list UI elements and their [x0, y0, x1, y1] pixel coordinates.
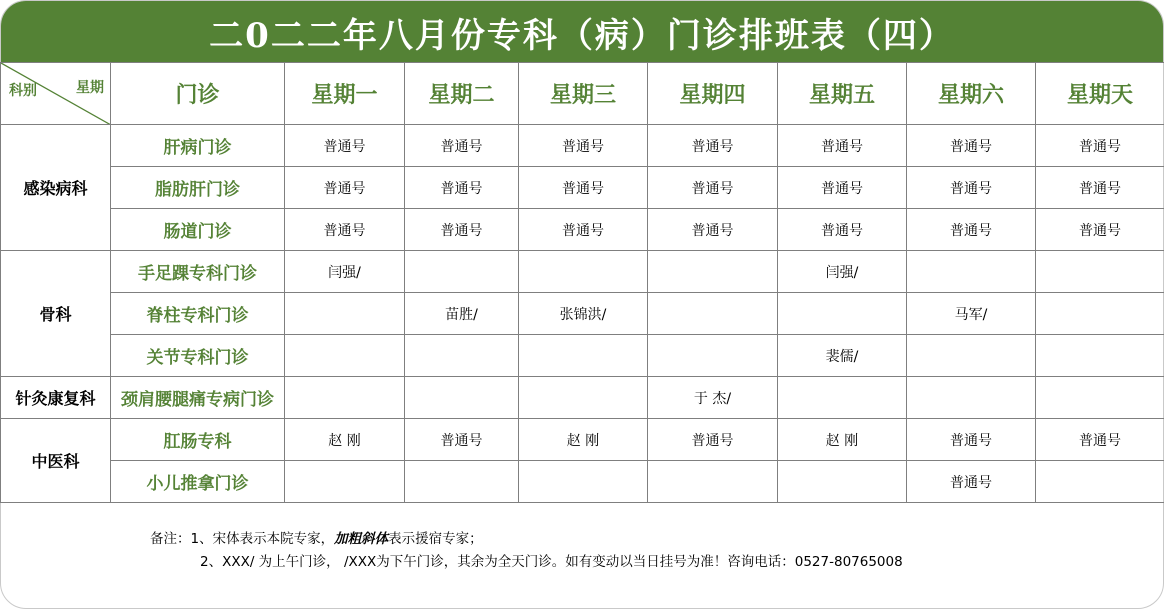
footnote-line-1	[150, 528, 903, 551]
clinic-name-cell: 脂肪肝门诊	[111, 167, 285, 209]
schedule-cell: 普通号	[405, 419, 519, 461]
schedule-cell: 普通号	[648, 419, 778, 461]
schedule-cell	[648, 335, 778, 377]
schedule-cell: 普通号	[285, 209, 405, 251]
schedule-cell	[519, 251, 648, 293]
schedule-cell	[648, 293, 778, 335]
day-header-fri: 星期五	[778, 63, 907, 125]
schedule-cell	[285, 335, 405, 377]
corner-dept-label: 科别	[9, 83, 37, 99]
schedule-cell: 普通号	[1036, 167, 1164, 209]
department-cell: 感染病科	[1, 125, 111, 251]
table-row	[1, 125, 1164, 167]
schedule-cell: 普通号	[907, 209, 1036, 251]
footnote-1-emphasis: 加粗斜体	[334, 531, 389, 547]
schedule-cell	[519, 461, 648, 503]
schedule-cell: 普通号	[778, 125, 907, 167]
table-row	[1, 377, 1164, 419]
schedule-cell	[907, 335, 1036, 377]
day-header-wed: 星期三	[519, 63, 648, 125]
schedule-cell: 赵 刚	[519, 419, 648, 461]
schedule-cell	[778, 461, 907, 503]
clinic-name-cell: 颈肩腰腿痛专病门诊	[111, 377, 285, 419]
table-row	[1, 293, 1164, 335]
clinic-column-header: 门诊	[111, 63, 285, 125]
table-row	[1, 209, 1164, 251]
schedule-cell: 普通号	[648, 167, 778, 209]
clinic-name-cell: 关节专科门诊	[111, 335, 285, 377]
schedule-cell: 张锦洪/	[519, 293, 648, 335]
schedule-cell: 苗胜/	[405, 293, 519, 335]
department-cell: 针灸康复科	[1, 377, 111, 419]
clinic-name-cell: 肠道门诊	[111, 209, 285, 251]
schedule-cell: 普通号	[778, 167, 907, 209]
schedule-cell	[778, 293, 907, 335]
schedule-cell	[519, 377, 648, 419]
corner-header	[1, 63, 111, 125]
footnotes	[150, 528, 903, 574]
schedule-cell	[405, 461, 519, 503]
schedule-cell	[285, 293, 405, 335]
schedule-cell: 普通号	[907, 125, 1036, 167]
table-row	[1, 167, 1164, 209]
schedule-cell: 普通号	[405, 209, 519, 251]
schedule-cell: 普通号	[285, 167, 405, 209]
day-header-sun: 星期天	[1036, 63, 1164, 125]
page-title-banner	[1, 1, 1163, 63]
schedule-cell: 普通号	[648, 125, 778, 167]
schedule-cell	[1036, 461, 1164, 503]
schedule-cell	[519, 335, 648, 377]
schedule-cell	[1036, 293, 1164, 335]
header-row	[1, 63, 1164, 125]
day-header-tue: 星期二	[405, 63, 519, 125]
schedule-cell	[1036, 251, 1164, 293]
table-row	[1, 335, 1164, 377]
schedule-cell: 赵 刚	[778, 419, 907, 461]
clinic-name-cell: 手足踝专科门诊	[111, 251, 285, 293]
clinic-name-cell: 肝病门诊	[111, 125, 285, 167]
footnote-1-prefix: 备注：1、宋体表示本院专家，	[150, 531, 335, 547]
department-cell: 中医科	[1, 419, 111, 503]
schedule-cell: 裴儒/	[778, 335, 907, 377]
schedule-cell	[405, 251, 519, 293]
schedule-cell	[648, 461, 778, 503]
table-row	[1, 419, 1164, 461]
day-header-mon: 星期一	[285, 63, 405, 125]
schedule-cell	[778, 377, 907, 419]
schedule-cell	[285, 377, 405, 419]
clinic-name-cell: 脊柱专科门诊	[111, 293, 285, 335]
schedule-cell	[648, 251, 778, 293]
schedule-cell	[405, 377, 519, 419]
schedule-cell: 于 杰/	[648, 377, 778, 419]
schedule-cell: 闫强/	[778, 251, 907, 293]
clinic-name-cell: 肛肠专科	[111, 419, 285, 461]
schedule-cell: 普通号	[519, 125, 648, 167]
schedule-cell: 普通号	[907, 419, 1036, 461]
footnote-line-2: 2、XXX/ 为上午门诊， /XXX为下午门诊，其余为全天门诊。如有变动以当日挂号为准！咨询电话：0527-80765008	[200, 554, 903, 570]
page-title: 二0二二年八月份专科（病）门诊排班表（四）	[209, 15, 955, 56]
schedule-cell: 普通号	[907, 461, 1036, 503]
schedule-cell	[1036, 377, 1164, 419]
department-cell: 骨科	[1, 251, 111, 377]
schedule-table	[0, 62, 1164, 503]
schedule-cell: 普通号	[1036, 419, 1164, 461]
schedule-cell: 普通号	[778, 209, 907, 251]
schedule-cell: 普通号	[405, 125, 519, 167]
schedule-cell: 马军/	[907, 293, 1036, 335]
schedule-cell: 普通号	[1036, 209, 1164, 251]
schedule-cell: 闫强/	[285, 251, 405, 293]
schedule-cell	[285, 461, 405, 503]
schedule-cell	[405, 335, 519, 377]
clinic-name-cell: 小儿推拿门诊	[111, 461, 285, 503]
schedule-cell	[907, 251, 1036, 293]
table-row	[1, 461, 1164, 503]
schedule-body	[1, 125, 1164, 503]
schedule-cell: 普通号	[519, 209, 648, 251]
schedule-cell: 普通号	[405, 167, 519, 209]
day-header-thu: 星期四	[648, 63, 778, 125]
schedule-cell: 普通号	[285, 125, 405, 167]
schedule-cell: 普通号	[907, 167, 1036, 209]
table-row	[1, 251, 1164, 293]
schedule-cell: 普通号	[519, 167, 648, 209]
corner-weekday-label: 星期	[76, 80, 104, 96]
schedule-cell: 普通号	[1036, 125, 1164, 167]
footnote-1-suffix: 表示援宿专家；	[388, 531, 483, 547]
schedule-cell	[1036, 335, 1164, 377]
schedule-cell	[907, 377, 1036, 419]
schedule-cell: 普通号	[648, 209, 778, 251]
day-header-sat: 星期六	[907, 63, 1036, 125]
schedule-cell: 赵 刚	[285, 419, 405, 461]
